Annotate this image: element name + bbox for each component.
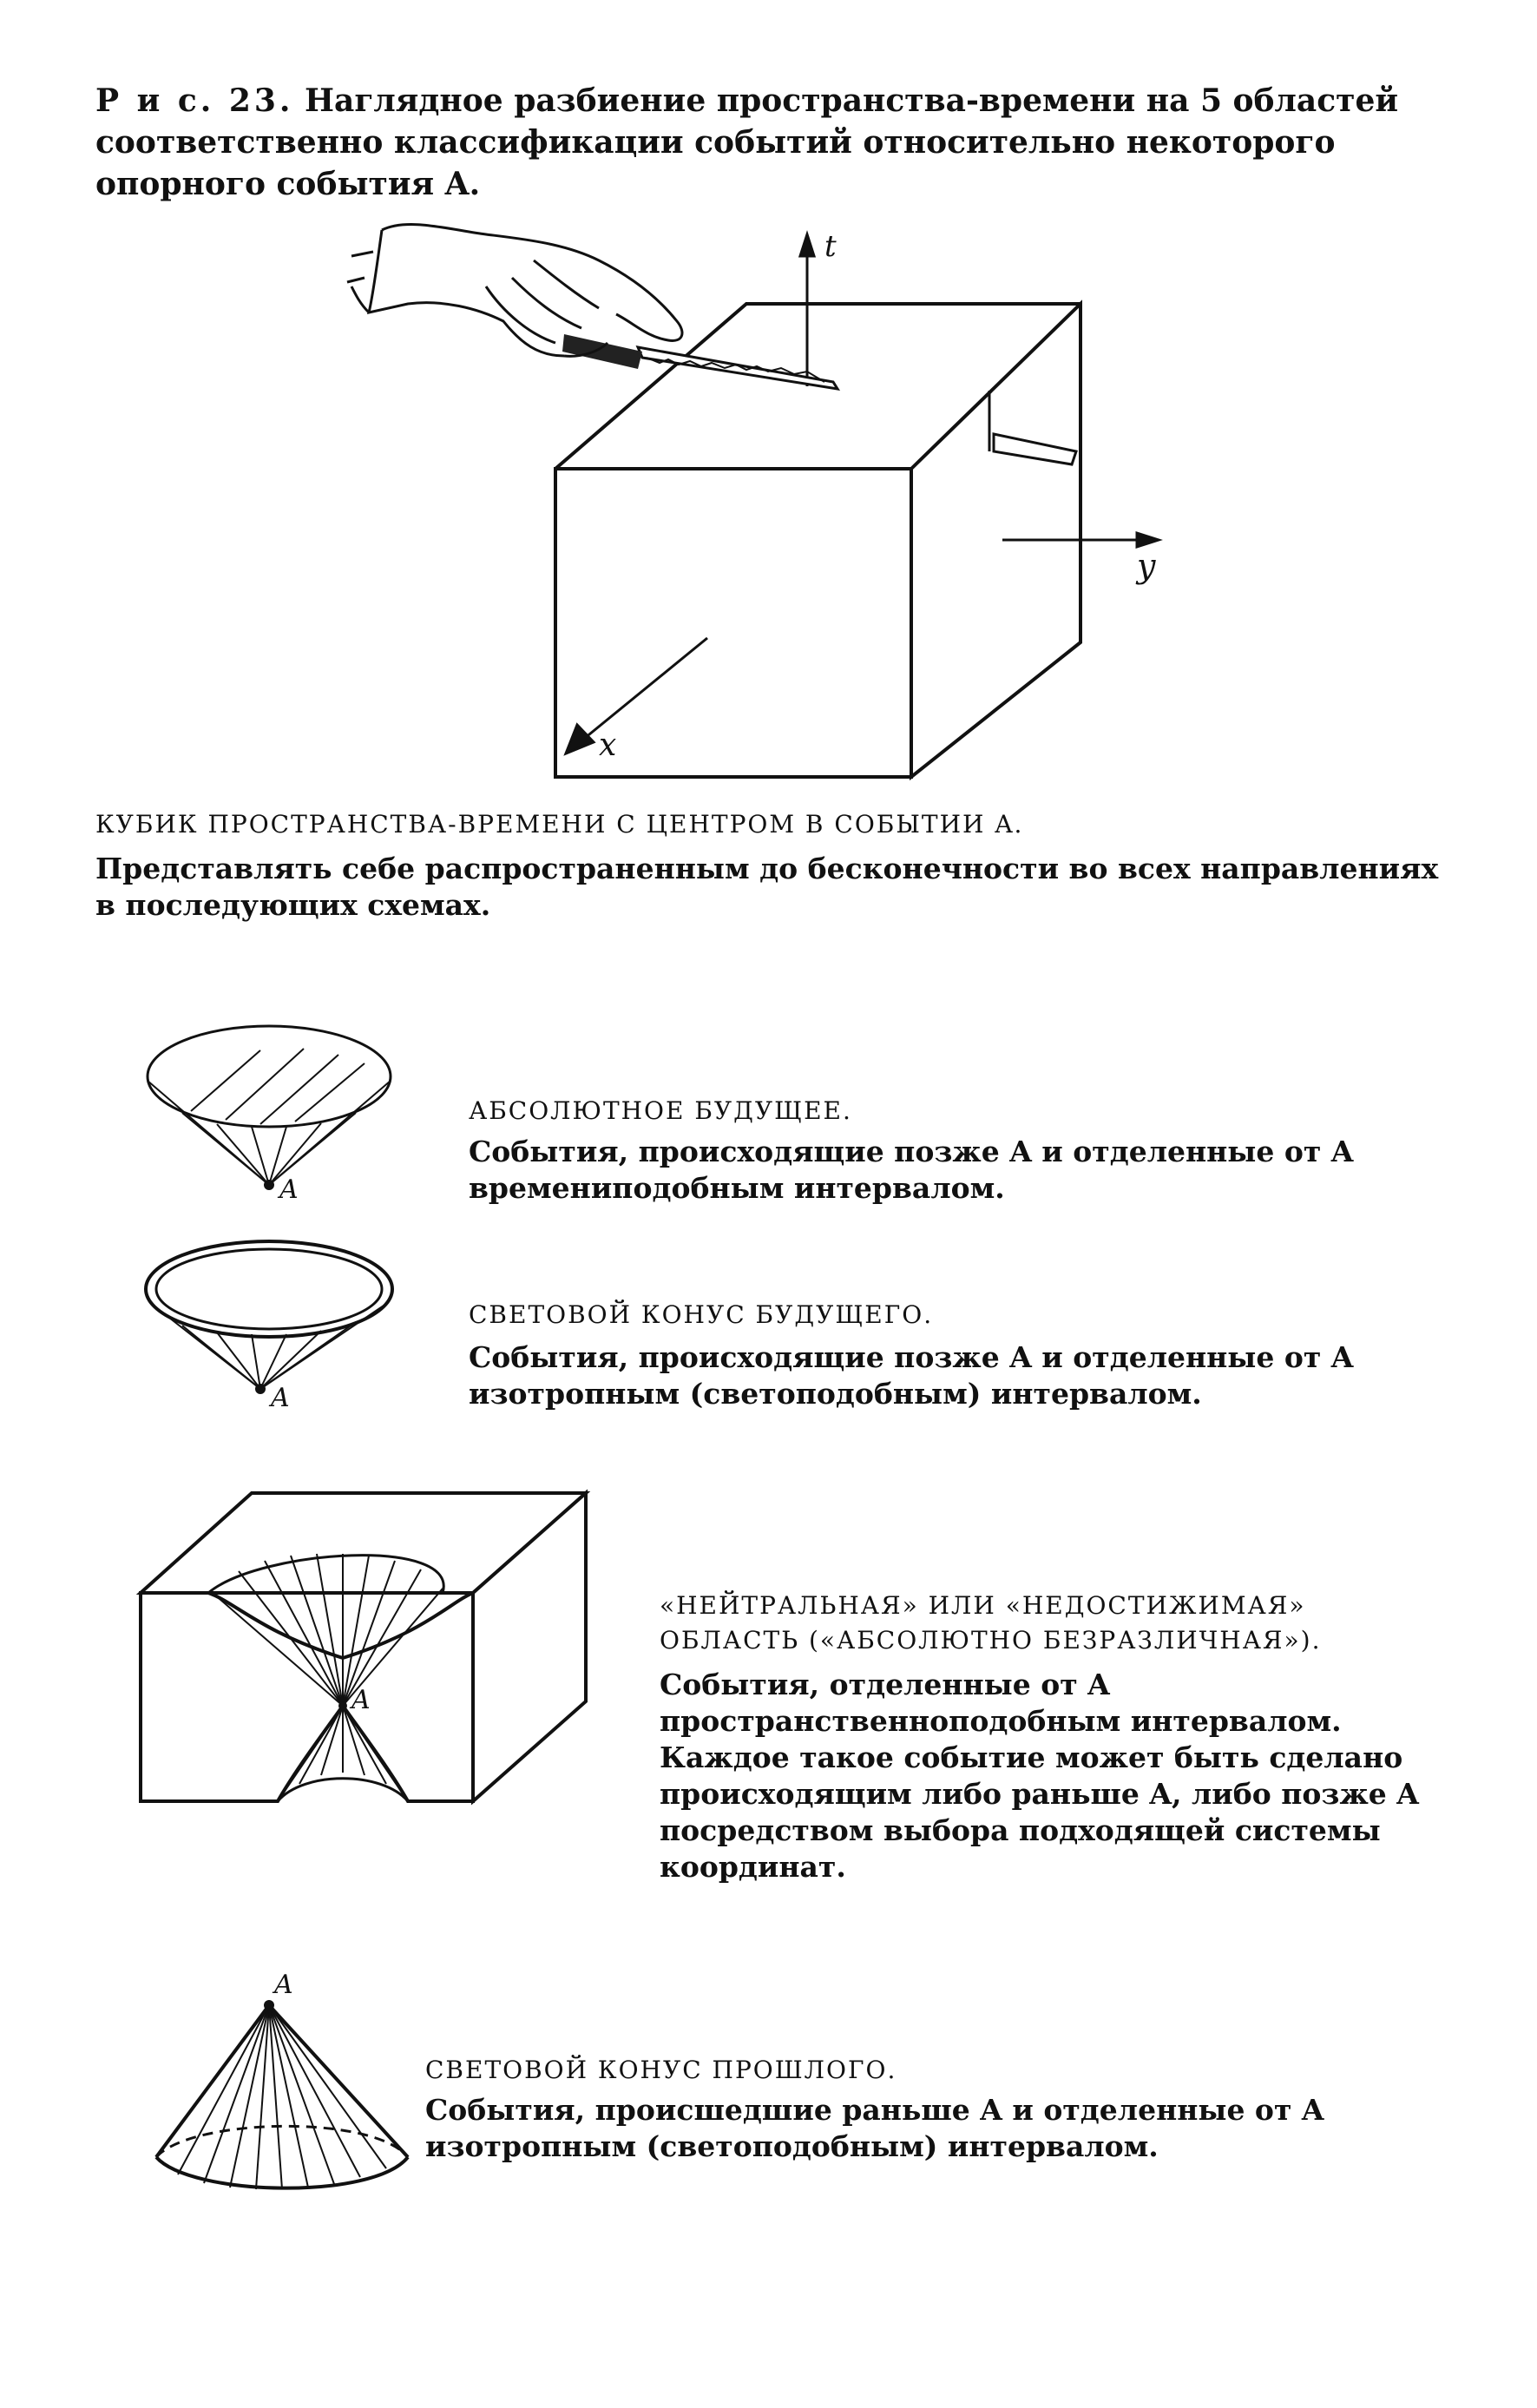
future-light-cone-text: События, происходящие позже A и отделенные от A изотропным (светоподобным) интервалом. xyxy=(469,1340,1354,1411)
figure-label: Р и с. 23. xyxy=(95,82,294,119)
neutral-region-text: События, отделенные от A пространственноподобным интервалом. xyxy=(660,1668,1342,1738)
axis-t xyxy=(800,234,814,386)
absolute-future-point-label: A xyxy=(279,1174,299,1205)
past-light-cone-heading: СВЕТОВОЙ КОНУС ПРОШЛОГО. xyxy=(425,2056,897,2084)
past-light-cone-diagram xyxy=(139,1970,425,2196)
future-light-cone-diagram xyxy=(130,1228,408,1437)
spacetime-cube-diagram xyxy=(0,0,1537,833)
cube-heading: КУБИК ПРОСТРАНСТВА-ВРЕМЕНИ С ЦЕНТРОМ В СОБЫТИИ A. xyxy=(95,810,1024,839)
neutral-region-text-2: Каждое такое событие может быть сделано происходящим либо раньше A, либо позже A посредством выбора подходящей системы координат. xyxy=(660,1740,1419,1884)
cube-text: Представлять себе распространенным до бесконечности во всех направлениях в последующих схемах. xyxy=(95,852,1439,922)
axis-t-label: t xyxy=(824,229,837,264)
absolute-future-cone-diagram xyxy=(130,1016,408,1224)
figure-caption-text: Наглядное разбиение пространства-времени на 5 областей соответственно классификации событий относительно некоторого опорного события A. xyxy=(95,82,1399,202)
neutral-region-point-label: A xyxy=(351,1685,371,1715)
past-light-cone-text: События, происшедшие раньше A и отделенные от A изотропным (светоподобным) интервалом. xyxy=(425,2093,1324,2163)
absolute-future-text: События, происходящие позже A и отделенные от A времениподобным интервалом. xyxy=(469,1135,1354,1205)
past-light-cone-point-label: A xyxy=(274,1970,293,2000)
future-light-cone-point-label: A xyxy=(271,1383,290,1413)
axis-y-label: y xyxy=(1137,547,1156,585)
absolute-future-heading: АБСОЛЮТНОЕ БУДУЩЕЕ. xyxy=(469,1096,852,1125)
axis-x-label: x xyxy=(599,727,617,763)
hand-icon xyxy=(347,225,682,357)
future-light-cone-heading: СВЕТОВОЙ КОНУС БУДУЩЕГО. xyxy=(469,1300,934,1329)
neutral-region-diagram xyxy=(130,1484,668,1832)
neutral-region-heading: «НЕЙТРАЛЬНАЯ» ИЛИ «НЕДОСТИЖИМАЯ» ОБЛАСТЬ («АБСОЛЮТНО БЕЗРАЗЛИЧНАЯ»). xyxy=(660,1591,1322,1655)
